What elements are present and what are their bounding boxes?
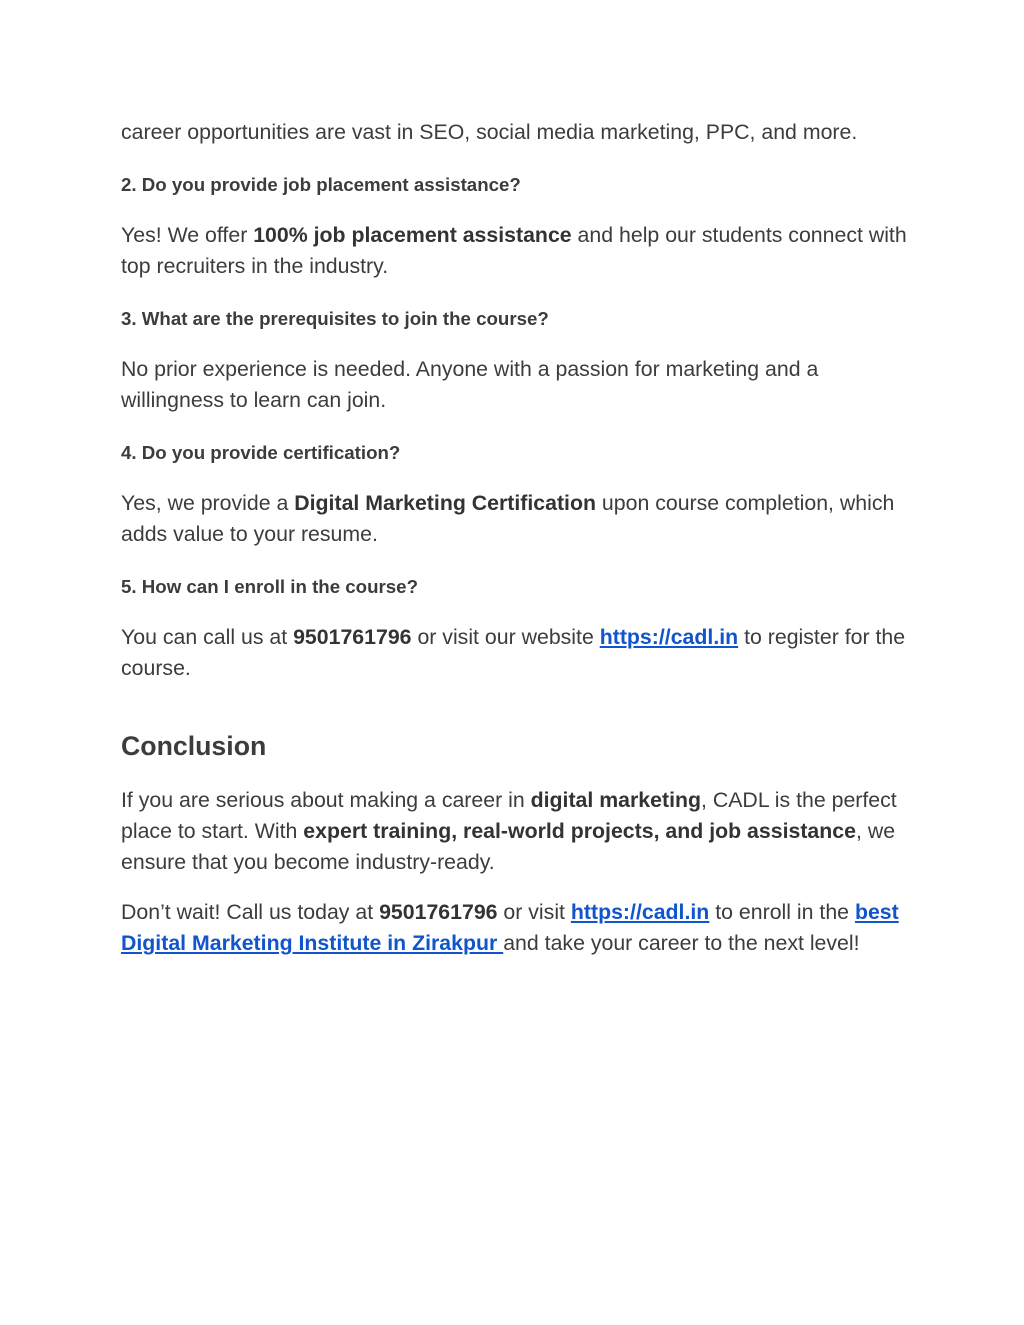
institute-link[interactable]: best Digital Marketing Institute in Zirakpur <box>121 900 899 955</box>
bold-text: expert training, real-world projects, and job assistance <box>303 819 856 843</box>
answer-bold-text: 100% job placement assistance <box>253 223 572 247</box>
paragraph-text: Don’t wait! Call us today at <box>121 900 380 924</box>
paragraph-text: , we ensure that you become industry-ready. <box>121 819 896 874</box>
paragraph-text: If you are serious about making a career in <box>121 788 531 812</box>
paragraph-text: or visit <box>497 900 571 924</box>
paragraph-text: and take your career to the next level! <box>503 931 860 955</box>
answer-text: to register for the course. <box>121 625 906 680</box>
answer-bold-text: Digital Marketing Certification <box>294 491 596 515</box>
document-page <box>121 117 911 959</box>
paragraph-text: to enroll in the <box>709 900 855 924</box>
conclusion-paragraph-2 <box>121 897 911 959</box>
answer-text: and help our students connect with top recruiters in the industry. <box>121 223 907 278</box>
phone-number: 9501761796 <box>379 900 498 924</box>
answer-text: Yes! We offer <box>121 223 254 247</box>
faq-answer-3: No prior experience is needed. Anyone with a passion for marketing and a willingness to learn can join. <box>121 357 819 412</box>
faq-question-5: 5. How can I enroll in the course? <box>121 576 418 597</box>
paragraph-text: , CADL is the perfect place to start. With <box>121 788 897 843</box>
faq-question-4: 4. Do you provide certification? <box>121 442 401 463</box>
website-link[interactable]: https://cadl.in <box>599 625 739 649</box>
conclusion-paragraph-1 <box>121 785 911 878</box>
website-link[interactable]: https://cadl.in <box>570 900 710 924</box>
answer-text: or visit our website <box>411 625 600 649</box>
faq-answer-5 <box>121 622 911 684</box>
answer-text: upon course completion, which adds value to your resume. <box>121 491 895 546</box>
faq-answer-2 <box>121 220 911 282</box>
bold-text: digital marketing <box>530 788 702 812</box>
intro-paragraph: career opportunities are vast in SEO, social media marketing, PPC, and more. <box>121 120 858 144</box>
answer-text: Yes, we provide a <box>121 491 295 515</box>
faq-question-3: 3. What are the prerequisites to join the course? <box>121 308 549 329</box>
phone-number: 9501761796 <box>293 625 412 649</box>
answer-text: You can call us at <box>121 625 294 649</box>
conclusion-heading: Conclusion <box>121 731 267 761</box>
faq-answer-4 <box>121 488 911 550</box>
faq-question-2: 2. Do you provide job placement assistance? <box>121 174 521 195</box>
